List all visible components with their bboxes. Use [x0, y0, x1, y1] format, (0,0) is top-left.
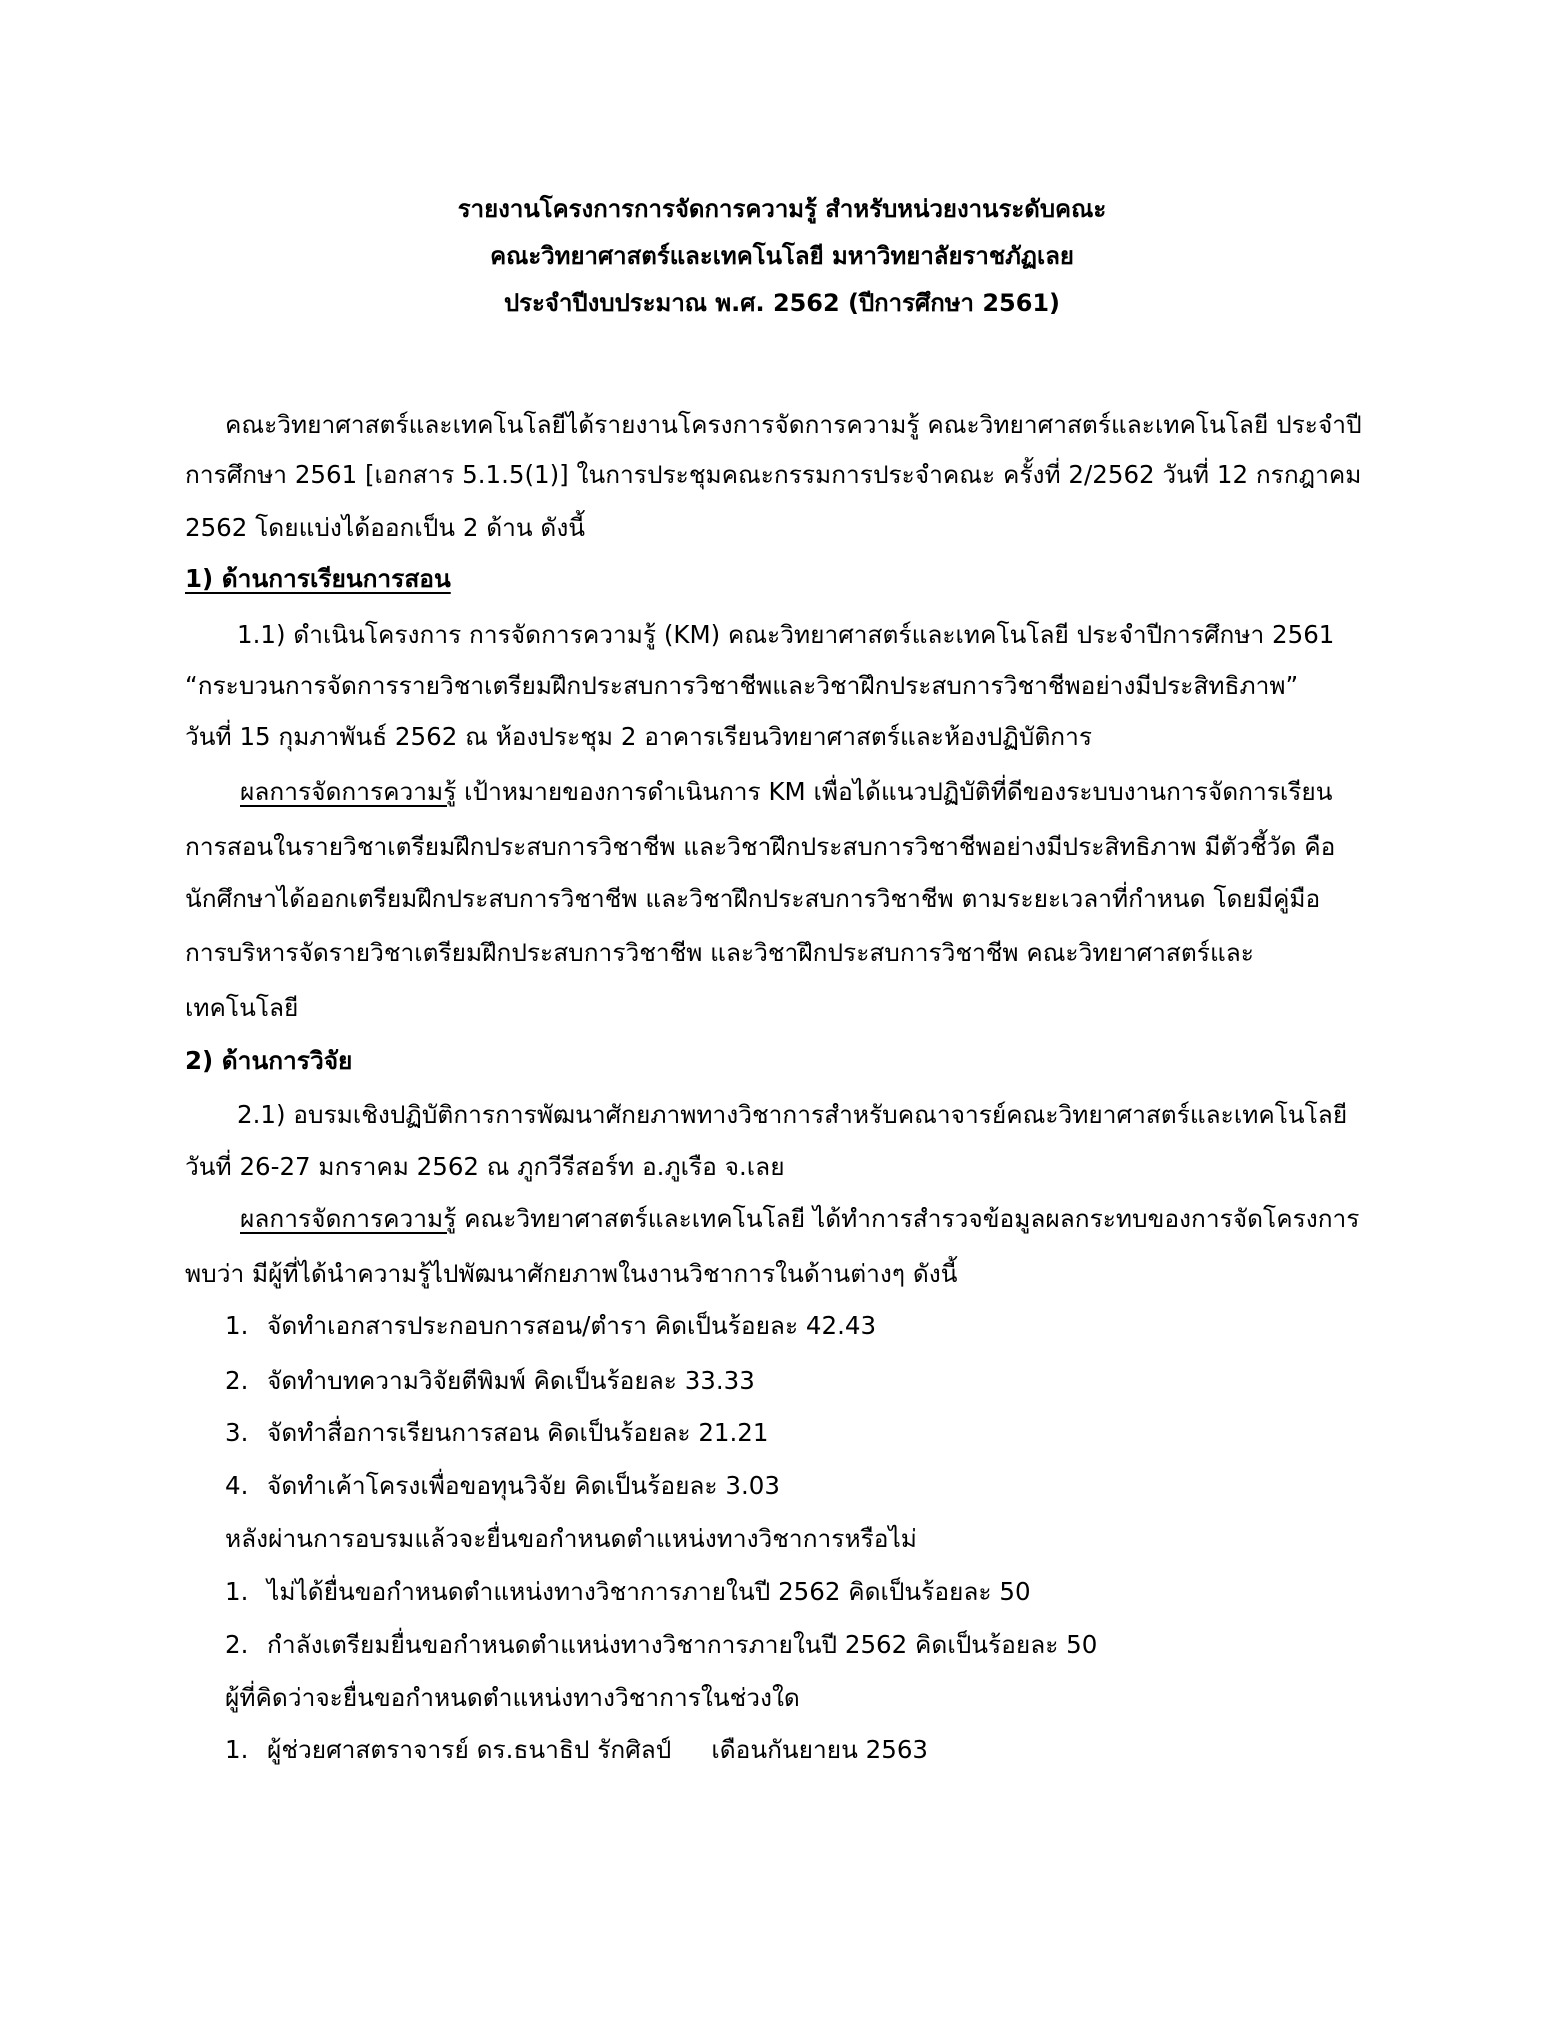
section-2-item-line-2: วันที่ 26-27 มกราคม 2562 ณ ภูกวีรีสอร์ท อ.ภูเรือ จ.เลย [185, 1152, 785, 1181]
list-person-name: ผู้ช่วยศาสตราจารย์ ดร.ธนาธิป รักศิลป์ [267, 1735, 672, 1764]
list-item [225, 1734, 928, 1766]
list-number: 1. [225, 1577, 249, 1606]
section-1-result-line-3: นักศึกษาได้ออกเตรียมฝึกประสบการวิชาชีพ และวิชาฝึกประสบการวิชาชีพ ตามระยะเวลาที่กำหนด โดยมีคู่มือ [185, 884, 1321, 913]
list-text: ไม่ได้ยื่นขอกำหนดตำแหน่งทางวิชาการภายในปี 2562 คิดเป็นร้อยละ 50 [267, 1577, 1031, 1606]
list-number: 4. [225, 1471, 249, 1500]
list-number: 1. [225, 1735, 249, 1764]
list-text: จัดทำเค้าโครงเพื่อขอทุนวิจัย คิดเป็นร้อยละ 3.03 [267, 1471, 780, 1500]
list-date: เดือนกันยายน 2563 [711, 1735, 929, 1764]
section-1-result-line-1-text: เป้าหมายของการดำเนินการ KM เพื่อได้แนวปฏิบัติที่ดีของระบบงานการจัดการเรียน [456, 777, 1333, 806]
list-item [225, 1417, 768, 1449]
list-item [225, 1310, 876, 1342]
section-1-item-line-1: 1.1) ดำเนินโครงการ การจัดการความรู้ (KM) คณะวิทยาศาสตร์และเทคโนโลยี ประจำปีการศึกษา 2561 [237, 620, 1335, 649]
list-number: 1. [225, 1311, 249, 1340]
list-text: จัดทำสื่อการเรียนการสอน คิดเป็นร้อยละ 21.21 [267, 1418, 769, 1447]
list-text: จัดทำบทความวิจัยตีพิมพ์ คิดเป็นร้อยละ 33.33 [267, 1366, 755, 1395]
intro-line-3: 2562 โดยแบ่งได้ออกเป็น 2 ด้าน ดังนี้ [185, 513, 586, 542]
section-1-result-line-5: เทคโนโลยี [185, 993, 299, 1022]
list-item [225, 1365, 755, 1397]
section-2-result-line-1 [240, 1203, 1359, 1235]
section-2-heading: 2) ด้านการวิจัย [185, 1046, 353, 1075]
title-line-1: รายงานโครงการการจัดการความรู้ สำหรับหน่วยงานระดับคณะ [457, 195, 1107, 223]
title-line-3: ประจำปีงบประมาณ พ.ศ. 2562 (ปีการศึกษา 2561) [503, 289, 1061, 317]
list-number: 2. [225, 1630, 249, 1659]
section-2-result-line-1-text: คณะวิทยาศาสตร์และเทคโนโลยี ได้ทำการสำรวจข้อมูลผลกระทบของการจัดโครงการ [456, 1204, 1360, 1233]
list-text: จัดทำเอกสารประกอบการสอน/ตำรา คิดเป็นร้อยละ 42.43 [267, 1311, 877, 1340]
document-title [0, 186, 1564, 327]
section-1-item-line-2: “กระบวนการจัดการรายวิชาเตรียมฝึกประสบการวิชาชีพและวิชาฝึกประสบการวิชาชีพอย่างมีประสิทธิภาพ” [185, 671, 1299, 700]
section-1-heading: 1) ด้านการเรียนการสอน [185, 564, 451, 593]
list-item [225, 1629, 1097, 1661]
list-item [225, 1470, 780, 1502]
section-1-result-label: ผลการจัดการความรู้ [240, 777, 457, 806]
section-1-result-line-4: การบริหารจัดรายวิชาเตรียมฝึกประสบการวิชาชีพ และวิชาฝึกประสบการวิชาชีพ คณะวิทยาศาสตร์และ [185, 938, 1254, 967]
list-text: กำลังเตรียมยื่นขอกำหนดตำแหน่งทางวิชาการภายในปี 2562 คิดเป็นร้อยละ 50 [267, 1630, 1098, 1659]
section-1-result-line-1 [240, 776, 1333, 808]
section-2-result-line-2: พบว่า มีผู้ที่ได้นำความรู้ไปพัฒนาศักยภาพในงานวิชาการในด้านต่างๆ ดังนี้ [185, 1259, 958, 1288]
question-2: ผู้ที่คิดว่าจะยื่นขอกำหนดตำแหน่งทางวิชาการในช่วงใด [225, 1683, 800, 1712]
intro-line-1: คณะวิทยาศาสตร์และเทคโนโลยีได้รายงานโครงการจัดการความรู้ คณะวิทยาศาสตร์และเทคโนโลยี ประจำปี [225, 410, 1362, 439]
section-1-result-line-2: การสอนในรายวิชาเตรียมฝึกประสบการวิชาชีพ และวิชาฝึกประสบการวิชาชีพอย่างมีประสิทธิภาพ มีตัวชี้วัด คือ [185, 832, 1336, 861]
section-1-item-line-3: วันที่ 15 กุมภาพันธ์ 2562 ณ ห้องประชุม 2 อาคารเรียนวิทยาศาสตร์และห้องปฏิบัติการ [185, 722, 1093, 751]
list-item [225, 1576, 1031, 1608]
question-1: หลังผ่านการอบรมแล้วจะยื่นขอกำหนดตำแหน่งทางวิชาการหรือไม่ [225, 1524, 917, 1553]
intro-line-2: การศึกษา 2561 [เอกสาร 5.1.5(1)] ในการประชุมคณะกรรมการประจำคณะ ครั้งที่ 2/2562 วันที่ 12 กรกฎาคม [185, 460, 1362, 489]
section-2-result-label: ผลการจัดการความรู้ [240, 1204, 457, 1233]
title-line-2: คณะวิทยาศาสตร์และเทคโนโลยี มหาวิทยาลัยราชภัฏเลย [490, 242, 1074, 270]
section-2-item-line-1: 2.1) อบรมเชิงปฏิบัติการการพัฒนาศักยภาพทางวิชาการสำหรับคณาจารย์คณะวิทยาศาสตร์และเทคโนโลยี [237, 1100, 1348, 1129]
list-number: 2. [225, 1366, 249, 1395]
list-number: 3. [225, 1418, 249, 1447]
